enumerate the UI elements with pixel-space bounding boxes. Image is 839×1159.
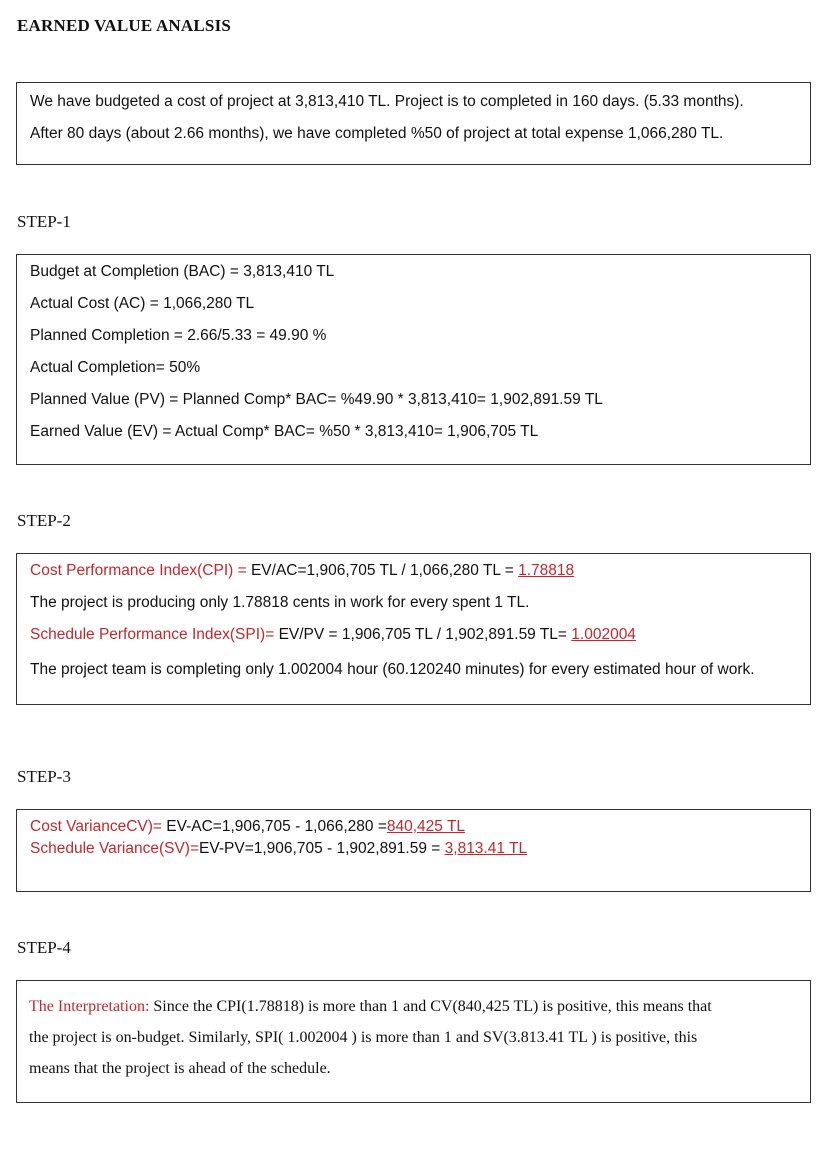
bac-line: Budget at Completion (BAC) = 3,813,410 TL <box>30 263 335 280</box>
step-1-box <box>16 254 811 465</box>
cv-formula: EV-AC=1,906,705 - 1,066,280 = <box>166 818 387 835</box>
page-title: EARNED VALUE ANALSIS <box>17 16 232 35</box>
cv-value: 840,425 TL <box>386 818 466 835</box>
intro-line-1: We have budgeted a cost of project at 3,813,410 TL. Project is to completed in 160 days. (5.33 months). <box>30 93 744 110</box>
spi-line <box>30 626 636 644</box>
cpi-note: The project is producing only 1.78818 cents in work for every spent 1 TL. <box>30 594 530 611</box>
sv-line <box>30 840 527 858</box>
cpi-line <box>30 562 574 580</box>
spi-formula: EV/PV = 1,906,705 TL / 1,902,891.59 TL= <box>278 626 572 643</box>
cv-label: Cost VarianceCV)= <box>30 818 167 835</box>
spi-note: The project team is completing only 1.002004 hour (60.120240 minutes) for every estimated hour of work. <box>30 661 755 678</box>
interpretation-line-3: means that the project is ahead of the schedule. <box>29 1060 331 1077</box>
actual-completion-line: Actual Completion= 50% <box>30 359 201 376</box>
step-4-heading: STEP-4 <box>17 938 71 957</box>
cv-line <box>30 818 465 836</box>
sv-formula: EV-PV=1,906,705 - 1,902,891.59 = <box>199 840 445 857</box>
step-4-box <box>16 980 811 1103</box>
intro-box <box>16 82 811 165</box>
intro-line-2: After 80 days (about 2.66 months), we have completed %50 of project at total expense 1,066,280 TL. <box>30 125 724 142</box>
sv-value: 3,813.41 TL <box>444 840 528 857</box>
planned-completion-line: Planned Completion = 2.66/5.33 = 49.90 % <box>30 327 327 344</box>
step-1-heading: STEP-1 <box>17 212 71 231</box>
ev-line: Earned Value (EV) = Actual Comp* BAC= %50 * 3,813,410= 1,906,705 TL <box>30 423 539 440</box>
interpretation-line-1 <box>29 998 712 1016</box>
spi-label: Schedule Performance Index(SPI)= <box>30 626 279 643</box>
step-3-heading: STEP-3 <box>17 767 71 786</box>
cpi-label: Cost Performance Index(CPI) = <box>30 562 251 579</box>
interpretation-text-1: Since the CPI(1.78818) is more than 1 and CV(840,425 TL) is positive, this means that <box>153 998 712 1015</box>
cpi-value: 1.78818 <box>518 562 575 579</box>
interpretation-line-2: the project is on-budget. Similarly, SPI( 1.002004 ) is more than 1 and SV(3.813.41 TL ) is positive, this <box>29 1029 698 1046</box>
interpretation-label: The Interpretation: <box>29 998 154 1015</box>
ac-line: Actual Cost (AC) = 1,066,280 TL <box>30 295 255 312</box>
cpi-formula: EV/AC=1,906,705 TL / 1,066,280 TL = <box>250 562 519 579</box>
sv-label: Schedule Variance(SV)= <box>30 840 200 857</box>
step-2-box <box>16 553 811 705</box>
pv-line: Planned Value (PV) = Planned Comp* BAC= %49.90 * 3,813,410= 1,902,891.59 TL <box>30 391 603 408</box>
step-3-box <box>16 809 811 892</box>
step-2-heading: STEP-2 <box>17 511 71 530</box>
spi-value: 1.002004 <box>571 626 636 643</box>
